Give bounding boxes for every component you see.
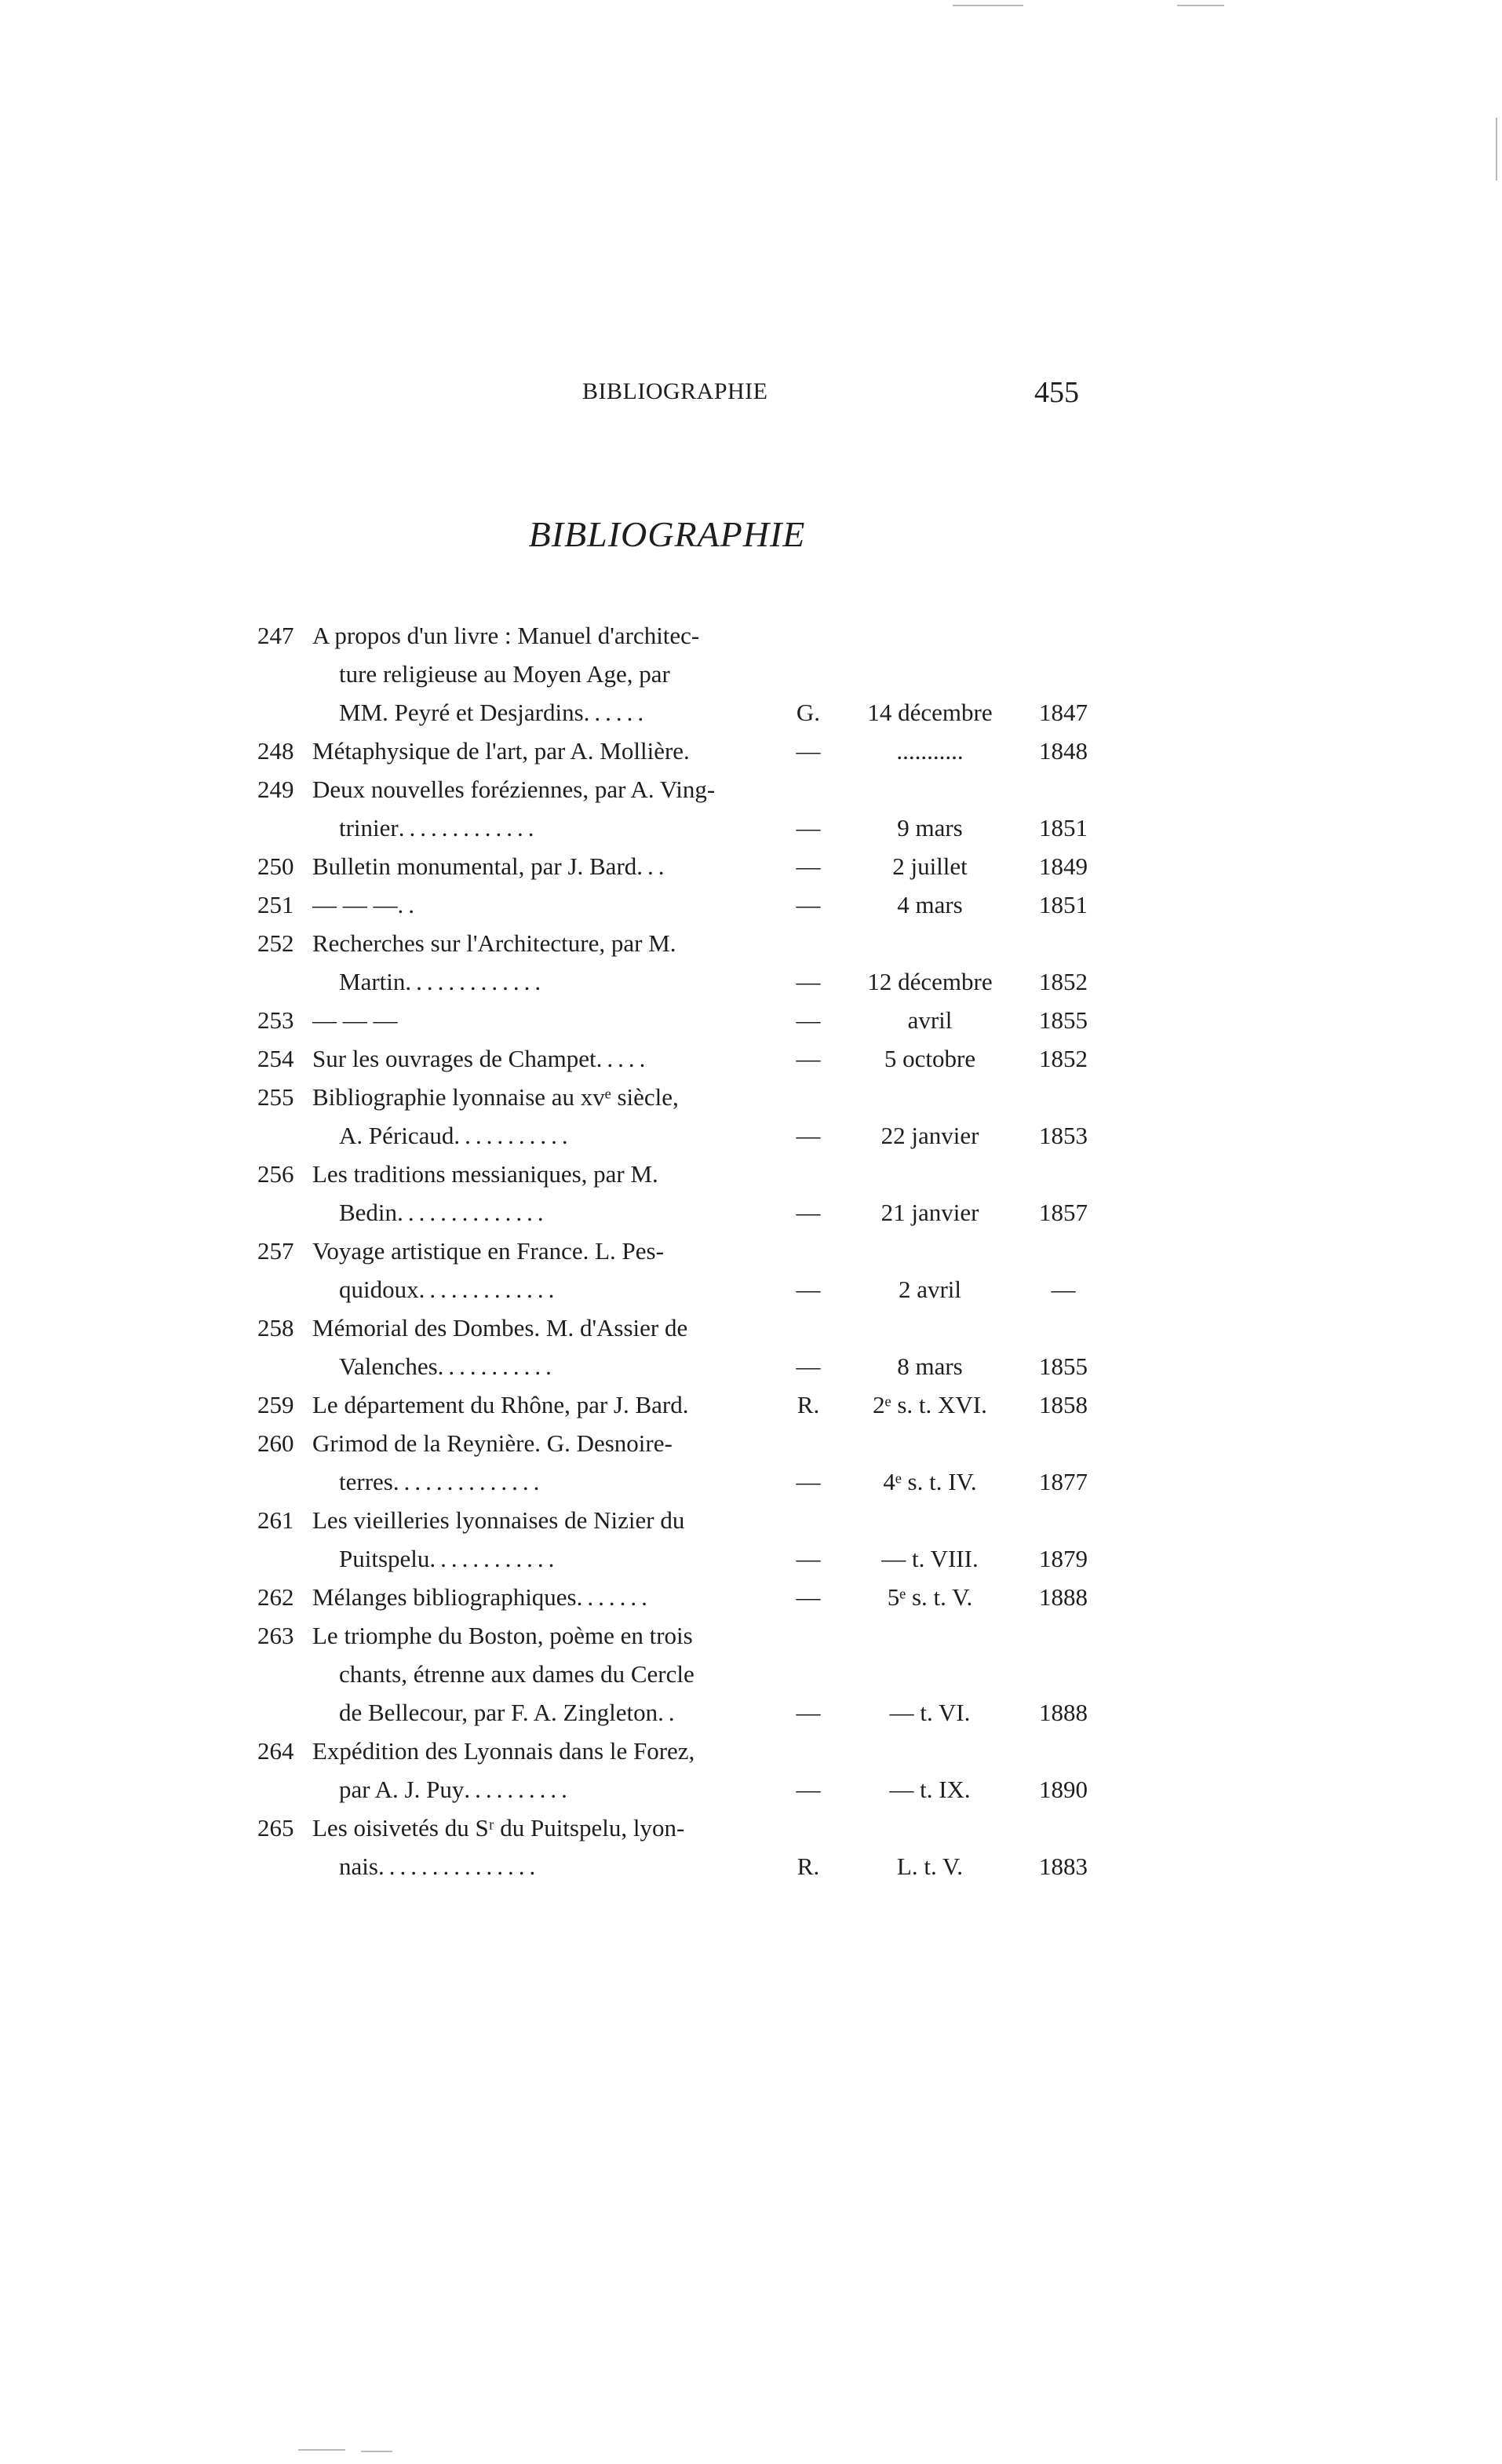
entry-number: 251 — [257, 891, 294, 918]
entry-year: 1877 — [1039, 1468, 1088, 1495]
entry-source: — — [796, 1352, 821, 1380]
entry-title: Martin............. — [339, 968, 546, 995]
entry-line — [0, 1736, 1502, 1774]
entry-source: — — [796, 1122, 821, 1149]
entry-year: 1855 — [1039, 1352, 1088, 1380]
entry-source: — — [796, 1583, 821, 1611]
entry-line — [0, 620, 1502, 659]
entry-source: — — [796, 1545, 821, 1572]
entry-source: R. — [797, 1391, 820, 1418]
entry-title: Puitspelu............ — [339, 1545, 560, 1572]
entry-number: 248 — [257, 737, 294, 765]
running-head: BIBLIOGRAPHIE — [582, 378, 768, 404]
entry-year: — — [1051, 1276, 1076, 1303]
entry-source: G. — [796, 699, 821, 726]
entry-year: 1852 — [1039, 1045, 1088, 1072]
entry-title: Les oisivetés du Sʳ du Puitspelu, lyon- — [312, 1814, 685, 1842]
entry-date: ........... — [896, 737, 964, 765]
leader-dots: ............. — [398, 814, 539, 841]
entry-title: Mélanges bibliographiques....... — [312, 1583, 652, 1611]
entry-line — [0, 1582, 1502, 1620]
entry-title: Le triomphe du Boston, poème en trois — [312, 1622, 693, 1649]
entry-line — [0, 851, 1502, 889]
entry-title: MM. Peyré et Desjardins...... — [339, 699, 649, 726]
entry-line — [0, 812, 1502, 851]
leader-dots: ........... — [437, 1352, 556, 1380]
entry-line — [0, 1274, 1502, 1312]
leader-dots: ............ — [429, 1545, 560, 1572]
page-title: BIBLIOGRAPHIE — [528, 514, 806, 554]
entry-date: 12 décembre — [867, 968, 993, 995]
entry-title: Les traditions messianiques, par M. — [312, 1160, 658, 1188]
entry-source: — — [796, 1699, 821, 1726]
leader-dots: ............... — [377, 1853, 541, 1880]
entry-line — [0, 1197, 1502, 1236]
entry-year: 1855 — [1039, 1006, 1088, 1034]
entry-line — [0, 928, 1502, 966]
entry-year: 1879 — [1039, 1545, 1088, 1572]
entry-date: 9 mars — [897, 814, 963, 841]
entry-number: 247 — [257, 622, 294, 649]
entry-line — [0, 1428, 1502, 1466]
entry-line — [0, 1159, 1502, 1197]
entry-year: 1848 — [1039, 737, 1088, 765]
leader-dots: .. — [397, 891, 419, 918]
leader-dots: ............. — [418, 1276, 560, 1303]
entry-date: 21 janvier — [880, 1199, 979, 1226]
entry-title: Expédition des Lyonnais dans le Forez, — [312, 1737, 695, 1765]
entry-date: — t. VI. — [889, 1699, 971, 1726]
entry-source: — — [796, 891, 821, 918]
entry-date: 22 janvier — [880, 1122, 979, 1149]
entry-line — [0, 1774, 1502, 1812]
entry-date: 14 décembre — [867, 699, 993, 726]
entry-line — [0, 1120, 1502, 1159]
entry-date: 2 avril — [898, 1276, 962, 1303]
entry-number: 249 — [257, 776, 294, 803]
entry-number: 253 — [257, 1006, 294, 1034]
entry-line — [0, 1543, 1502, 1582]
leader-dots: ........... — [454, 1122, 573, 1149]
entry-date: L. t. V. — [896, 1853, 964, 1880]
entry-source: — — [796, 814, 821, 841]
entry-title: Recherches sur l'Architecture, par M. — [312, 929, 676, 957]
entry-line — [0, 1351, 1502, 1389]
leader-dots: .. — [658, 1699, 680, 1726]
entry-line — [0, 889, 1502, 928]
entry-title: Les vieilleries lyonnaises de Nizier du — [312, 1506, 685, 1534]
scan-artifact — [953, 5, 1023, 6]
entry-year: 1851 — [1039, 814, 1088, 841]
entry-year: 1858 — [1039, 1391, 1088, 1418]
leader-dots: ...... — [583, 699, 649, 726]
entry-line — [0, 697, 1502, 736]
scan-artifact — [1177, 5, 1224, 6]
entry-line — [0, 1851, 1502, 1889]
entry-title: terres.............. — [339, 1468, 545, 1495]
page-number: 455 — [1034, 376, 1079, 409]
entry-title: Le département du Rhône, par J. Bard. — [312, 1391, 689, 1418]
leader-dots: ............. — [405, 968, 546, 995]
entry-title: ture religieuse au Moyen Age, par — [339, 660, 670, 688]
leader-dots: .............. — [392, 1468, 545, 1495]
entry-date: — t. VIII. — [881, 1545, 979, 1572]
entry-title: quidoux............. — [339, 1276, 560, 1303]
entry-number: 257 — [257, 1237, 294, 1265]
entry-date: 8 mars — [897, 1352, 963, 1380]
entry-date: 2ᵉ s. t. XVI. — [873, 1391, 987, 1418]
leader-dots: ... — [636, 852, 669, 880]
entry-title: par A. J. Puy.......... — [339, 1776, 572, 1803]
entry-year: 1852 — [1039, 968, 1088, 995]
entry-title: Voyage artistique en France. L. Pes- — [312, 1237, 664, 1265]
entry-source: — — [796, 737, 821, 765]
entry-number: 264 — [257, 1737, 294, 1765]
entry-source: — — [796, 852, 821, 880]
entry-title: Sur les ouvrages de Champet..... — [312, 1045, 651, 1072]
entry-date: 5 octobre — [884, 1045, 976, 1072]
entry-year: 1847 — [1039, 699, 1088, 726]
entry-year: 1851 — [1039, 891, 1088, 918]
entry-source: — — [796, 1468, 821, 1495]
leader-dots: ..... — [596, 1045, 651, 1072]
entry-year: 1883 — [1039, 1853, 1088, 1880]
entry-date: avril — [907, 1006, 953, 1034]
leader-dots: ....... — [576, 1583, 652, 1611]
entry-number: 252 — [257, 929, 294, 957]
entry-date: — t. IX. — [889, 1776, 971, 1803]
entry-line — [0, 1082, 1502, 1120]
entry-number: 250 — [257, 852, 294, 880]
entry-line — [0, 1620, 1502, 1659]
entry-line — [0, 1697, 1502, 1736]
entry-number: 265 — [257, 1814, 294, 1842]
entry-title: — — — — [312, 1006, 398, 1034]
entry-title: Valenches........... — [339, 1352, 556, 1380]
leader-dots: .............. — [397, 1199, 549, 1226]
entry-title: Deux nouvelles foréziennes, par A. Ving- — [312, 776, 716, 803]
entry-year: 1890 — [1039, 1776, 1088, 1803]
entry-line — [0, 659, 1502, 697]
entry-date: 2 juillet — [892, 852, 968, 880]
leader-dots: .......... — [464, 1776, 572, 1803]
entry-title: Bulletin monumental, par J. Bard... — [312, 852, 669, 880]
entry-number: 261 — [257, 1506, 294, 1534]
entry-line — [0, 1236, 1502, 1274]
entry-line — [0, 1005, 1502, 1043]
entry-title: Métaphysique de l'art, par A. Mollière. — [312, 737, 690, 765]
entry-line — [0, 774, 1502, 812]
entry-date: 4 mars — [897, 891, 963, 918]
entry-title: Bibliographie lyonnaise au xvᵉ siècle, — [312, 1083, 679, 1111]
entry-source: — — [796, 1006, 821, 1034]
entry-date: 5ᵉ s. t. V. — [887, 1583, 973, 1611]
entry-title: nais............... — [339, 1853, 541, 1880]
entry-title: — — —.. — [312, 891, 419, 918]
entry-year: 1888 — [1039, 1699, 1088, 1726]
entry-title: A propos d'un livre : Manuel d'architec- — [312, 622, 700, 649]
entry-line — [0, 1466, 1502, 1505]
entry-source: — — [796, 968, 821, 995]
entry-title: Bedin.............. — [339, 1199, 549, 1226]
entry-title: Grimod de la Reynière. G. Desnoire- — [312, 1429, 673, 1457]
entry-title: de Bellecour, par F. A. Zingleton.. — [339, 1699, 680, 1726]
scan-artifact — [298, 2449, 345, 2451]
entry-source: — — [796, 1276, 821, 1303]
entry-line — [0, 736, 1502, 774]
scan-artifact — [1496, 118, 1497, 181]
entry-source: — — [796, 1199, 821, 1226]
entry-year: 1853 — [1039, 1122, 1088, 1149]
entry-line — [0, 1043, 1502, 1082]
entry-number: 258 — [257, 1314, 294, 1342]
entry-date: 4ᵉ s. t. IV. — [883, 1468, 977, 1495]
entry-number: 259 — [257, 1391, 294, 1418]
entry-source: R. — [797, 1853, 820, 1880]
entry-title: Mémorial des Dombes. M. d'Assier de — [312, 1314, 688, 1342]
entry-number: 256 — [257, 1160, 294, 1188]
entry-line — [0, 1505, 1502, 1543]
entry-number: 255 — [257, 1083, 294, 1111]
entry-year: 1888 — [1039, 1583, 1088, 1611]
entry-number: 260 — [257, 1429, 294, 1457]
entry-line — [0, 1389, 1502, 1428]
entry-year: 1849 — [1039, 852, 1088, 880]
entry-number: 254 — [257, 1045, 294, 1072]
scan-artifact — [361, 2451, 392, 2452]
entry-line — [0, 1659, 1502, 1697]
entry-title: A. Péricaud........... — [339, 1122, 573, 1149]
entry-source: — — [796, 1776, 821, 1803]
entry-title: trinier............. — [339, 814, 539, 841]
entry-title: chants, étrenne aux dames du Cercle — [339, 1660, 694, 1688]
entry-line — [0, 966, 1502, 1005]
entry-source: — — [796, 1045, 821, 1072]
entry-line — [0, 1812, 1502, 1851]
entry-number: 263 — [257, 1622, 294, 1649]
entry-year: 1857 — [1039, 1199, 1088, 1226]
entry-line — [0, 1312, 1502, 1351]
entry-number: 262 — [257, 1583, 294, 1611]
